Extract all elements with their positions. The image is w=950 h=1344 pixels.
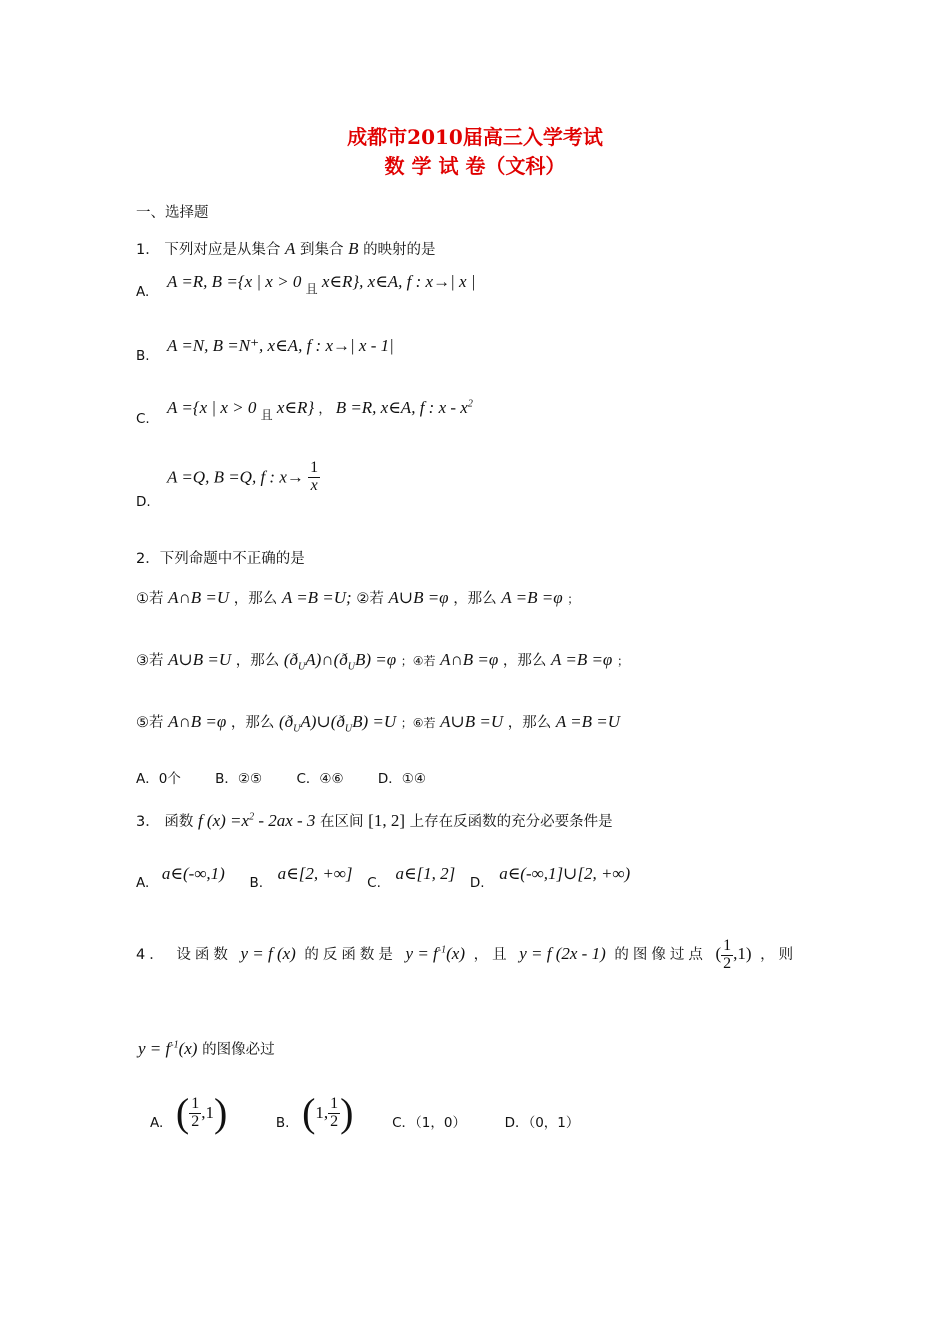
math-part: ,1 xyxy=(201,1103,214,1122)
question-1-stem xyxy=(136,238,436,259)
q1-option-a-label: A. xyxy=(136,284,150,300)
superscript: 2 xyxy=(249,811,255,823)
denominator: x xyxy=(310,476,318,494)
superscript: 2 xyxy=(467,398,473,410)
math-expr: a∈(-∞,1) xyxy=(161,864,225,883)
option-b-math xyxy=(302,1090,354,1135)
paren-right: ) xyxy=(340,1090,354,1135)
math-expr xyxy=(198,811,315,830)
option-label: D. xyxy=(469,875,485,891)
math-part: A)∪(ð xyxy=(300,712,345,731)
text: 上存在反函数的充分必要条件是 xyxy=(409,814,613,830)
math-expr: A =B =U xyxy=(555,712,621,731)
text: 的图像必过 xyxy=(202,1042,275,1058)
math-expr xyxy=(138,1039,197,1058)
q1-option-b-label: B. xyxy=(136,348,150,364)
math-expr: A =Q, B =Q, f : x→ xyxy=(167,467,304,487)
q2-line-1 xyxy=(136,587,579,608)
numerator: 1 xyxy=(191,1094,200,1112)
q1-option-d-label: D. xyxy=(136,494,151,510)
subscript: U xyxy=(293,723,301,735)
denominator: 2 xyxy=(191,1112,200,1130)
option-label: B. xyxy=(275,1114,290,1131)
math-expr: A ={x | x > 0 xyxy=(167,398,257,417)
math-part: f (x) =x xyxy=(197,811,250,830)
math-expr xyxy=(283,650,397,673)
fraction xyxy=(721,938,733,973)
math-expr: A∪B =φ xyxy=(388,588,449,607)
option-c: C．（1，0） xyxy=(392,1114,466,1131)
math-part: ,1) xyxy=(733,944,752,964)
fraction xyxy=(328,1096,340,1131)
question-number: 2． xyxy=(136,551,160,567)
text: 在区间 xyxy=(320,814,364,830)
point-expr xyxy=(715,937,752,972)
option-a-math xyxy=(175,1090,228,1135)
superscript: -1 xyxy=(437,944,447,956)
text: ⑤若 xyxy=(136,715,164,731)
math-expr: A∩B =U xyxy=(168,588,230,607)
text: ，那么 xyxy=(235,653,280,669)
qie-text: 且 xyxy=(305,282,318,296)
text: ； xyxy=(616,654,629,668)
stem-text: 的映射的是 xyxy=(363,242,436,258)
option-label: B. xyxy=(249,875,264,891)
text: ； xyxy=(567,592,580,606)
q3-options xyxy=(136,864,631,891)
math-expr: A∩B =φ xyxy=(440,650,499,669)
comma: ， xyxy=(318,401,332,416)
question-number: 4． xyxy=(136,947,168,964)
option-label: A. xyxy=(136,875,150,891)
paren-left: ( xyxy=(175,1090,190,1135)
text: ，那么 xyxy=(230,715,275,731)
text: ，且 xyxy=(473,947,511,964)
subscript: U xyxy=(344,723,353,735)
exam-title: 成都市2010届高三入学考试 xyxy=(347,125,603,149)
denominator: 2 xyxy=(723,954,732,972)
option-d: D．（0，1） xyxy=(504,1114,580,1131)
math-part: 1, xyxy=(315,1103,329,1122)
math-set-a: A xyxy=(284,239,296,258)
math-part: A)∩(ð xyxy=(305,650,348,669)
math-part: B) =φ xyxy=(354,650,397,669)
math-part: (ð xyxy=(279,712,294,731)
text: ，则 xyxy=(760,947,798,964)
math-expr: A =B =φ xyxy=(551,650,613,669)
q4-line-2 xyxy=(138,1038,275,1059)
q4-options xyxy=(150,1090,580,1135)
qie-text: 且 xyxy=(260,408,273,422)
math-expr: B =R, x∈A, f : x - x xyxy=(335,398,468,417)
text: ②若 xyxy=(356,591,384,607)
q2-line-2 xyxy=(136,649,629,672)
math-expr: y = f (x) xyxy=(240,944,296,964)
stem-text: 到集合 xyxy=(299,242,344,258)
question-number: 3． xyxy=(136,814,160,830)
math-expr: A =B =U; xyxy=(281,588,352,607)
math-expr: [1, 2] xyxy=(368,811,405,830)
section-heading: 一、选择题 xyxy=(136,205,209,221)
math-expr xyxy=(279,712,397,735)
math-part: ( xyxy=(715,944,722,964)
exam-subtitle: 数 学 试 卷（文科） xyxy=(384,154,566,178)
q2-options: A．0个 B．②⑤ C．④⑥ D．①④ xyxy=(136,771,427,787)
numerator: 1 xyxy=(723,937,732,954)
q1-option-a-math xyxy=(167,272,476,296)
math-part: y = f xyxy=(405,944,438,964)
math-expr xyxy=(406,944,465,963)
math-expr: a∈[1, 2] xyxy=(395,864,456,883)
math-expr: x∈R} xyxy=(276,398,315,417)
math-expr: y = f (2x - 1) xyxy=(519,944,606,964)
question-4-stem xyxy=(136,938,797,973)
superscript: -1 xyxy=(170,1039,179,1051)
math-expr: a∈(-∞,1]∪[2, +∞) xyxy=(499,864,631,883)
text: ，那么 xyxy=(453,591,497,607)
text: 的图像过点 xyxy=(614,947,707,964)
denominator: 2 xyxy=(330,1112,339,1130)
math-part: (x) xyxy=(446,944,465,964)
math-part: B) =U xyxy=(352,712,397,731)
text: ，那么 xyxy=(233,591,278,607)
math-part: - 2ax - 3 xyxy=(254,811,316,830)
option-label: A. xyxy=(150,1114,164,1131)
text: ；⑥若 xyxy=(400,716,436,730)
math-expr: A =B =φ xyxy=(501,588,563,607)
math-expr: A∩B =φ xyxy=(168,712,227,731)
subscript: U xyxy=(298,661,306,673)
numerator: 1 xyxy=(330,1094,339,1112)
option-label: C. xyxy=(367,875,381,891)
subscript: U xyxy=(347,661,355,673)
text: ③若 xyxy=(136,653,164,669)
text: ；④若 xyxy=(400,654,436,668)
math-expr: A =R, B ={x | x > 0 xyxy=(167,272,302,291)
math-set-b: B xyxy=(348,239,359,258)
text: ，那么 xyxy=(507,715,552,731)
question-2-stem xyxy=(136,547,305,568)
q1-option-d-math xyxy=(167,460,320,495)
question-3-stem xyxy=(136,810,613,831)
text: 的反函数是 xyxy=(304,947,397,964)
math-part: (ð xyxy=(283,650,299,669)
math-part: y = f xyxy=(138,1039,171,1058)
text: ，那么 xyxy=(502,653,547,669)
stem-text: 下列对应是从集合 xyxy=(164,242,281,258)
q1-option-b-math: A =N, B =N⁺, x∈A, f : x→| x - 1| xyxy=(167,336,394,355)
math-expr: A∪B =U xyxy=(440,712,504,731)
math-expr: a∈[2, +∞] xyxy=(277,864,353,883)
q2-line-3 xyxy=(136,711,620,734)
math-part: (x) xyxy=(178,1039,198,1058)
text: 设函数 xyxy=(176,947,232,964)
paren-right: ) xyxy=(213,1090,228,1135)
fraction xyxy=(308,460,320,495)
text: ①若 xyxy=(136,591,164,607)
numerator: 1 xyxy=(310,459,319,476)
stem-text: 下列命题中不正确的是 xyxy=(159,551,305,567)
q1-option-c-label: C. xyxy=(136,411,150,427)
text: 函数 xyxy=(164,814,194,830)
math-expr: x∈R}, x∈A, f : x→| x | xyxy=(321,272,476,291)
math-expr: A∪B =U xyxy=(168,650,232,669)
fraction xyxy=(189,1096,201,1131)
paren-left: ( xyxy=(302,1090,316,1135)
q1-option-c-math xyxy=(167,398,473,422)
question-number: 1． xyxy=(136,242,160,258)
